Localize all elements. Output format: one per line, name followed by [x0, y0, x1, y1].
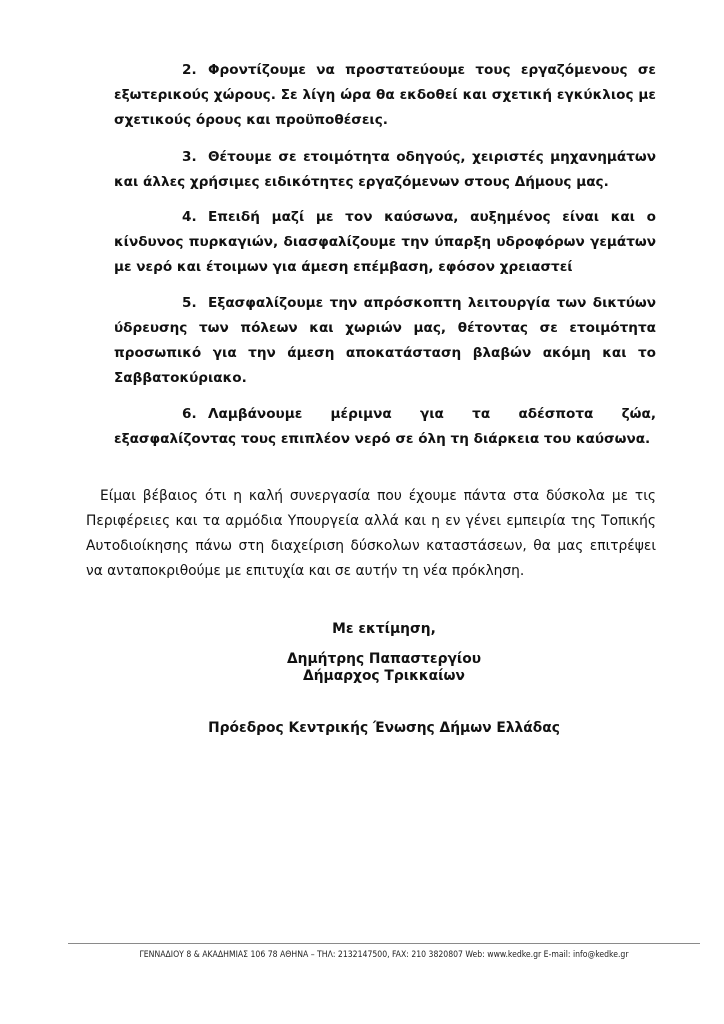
- signature-name: Δημήτρης Παπαστεργίου: [286, 651, 482, 667]
- list-item-text: Επειδή μαζί με τον καύσωνα, αυξημένος είναι και ο κίνδυνος πυρκαγιών, διασφαλίζουμε την ύπαρξη υδροφόρων γεμάτων με νερό και έτοιμων για άμεση επέμβαση, εφόσον χρειαστεί: [114, 209, 656, 275]
- list-item-text: Λαμβάνουμε μέριμνα για τα αδέσποτα ζώα, εξασφαλίζοντας τους επιπλέον νερό σε όλη τη διάρκεια του καύσωνα.: [114, 406, 656, 447]
- body-paragraph: Είμαι βέβαιος ότι η καλή συνεργασία που έχουμε πάντα στα δύσκολα με τις Περιφέρειες και τα αρμόδια Υπουργεία αλλά και η εν γένει εμπειρία της Τοπικής Αυτοδιοίκησης πάνω στη διαχείριση δύσκολων καταστάσεων, θα μας επιτρέψει να ανταποκριθούμε με επιτυχία και σε αυτήν τη νέα πρόκληση.: [86, 488, 656, 579]
- list-item-number: 5.: [182, 295, 197, 311]
- list-item-number: 6.: [182, 406, 197, 422]
- list-item-text: Εξασφαλίζουμε την απρόσκοπτη λειτουργία των δικτύων ύδρευσης των πόλεων και χωριών μας, θέτοντας σε ετοιμότητα προσωπικό για την άμεση αποκατάσταση βλαβών ακόμη και το Σαββατοκύριακο.: [114, 295, 656, 386]
- list-item-number: 2.: [182, 62, 197, 78]
- list-item: [114, 205, 656, 280]
- list-item-number: 4.: [182, 209, 197, 225]
- signature-position: Πρόεδρος Κεντρικής Ένωσης Δήμων Ελλάδας: [208, 720, 560, 736]
- signature-role: Δήμαρχος Τρικκαίων: [303, 668, 465, 684]
- signature-closing: Με εκτίμηση,: [332, 621, 436, 637]
- list-item-text: Θέτουμε σε ετοιμότητα οδηγούς, χειριστές μηχανημάτων και άλλες χρήσιμες ειδικότητες εργαζόμενων στους Δήμους μας.: [114, 149, 656, 190]
- list-item-number: 3.: [182, 149, 197, 165]
- list-item-text: Φροντίζουμε να προστατεύουμε τους εργαζόμενους σε εξωτερικούς χώρους. Σε λίγη ώρα θα εκδοθεί και σχετική εγκύκλιος με σχετικούς όρους και προϋποθέσεις.: [114, 62, 656, 128]
- list-item: [114, 291, 656, 391]
- list-item: [114, 145, 656, 195]
- footer-divider: [68, 943, 700, 944]
- list-item: [114, 58, 656, 133]
- footer-contact: ΓΕΝΝΑΔΙΟΥ 8 & ΑΚΑΔΗΜΙΑΣ 106 78 ΑΘΗΝΑ – ΤΗΛ: 2132147500, FAX: 210 3820807 Web: www.kedke.gr E-mail: info@kedke.gr: [139, 950, 629, 960]
- list-item: [114, 402, 656, 452]
